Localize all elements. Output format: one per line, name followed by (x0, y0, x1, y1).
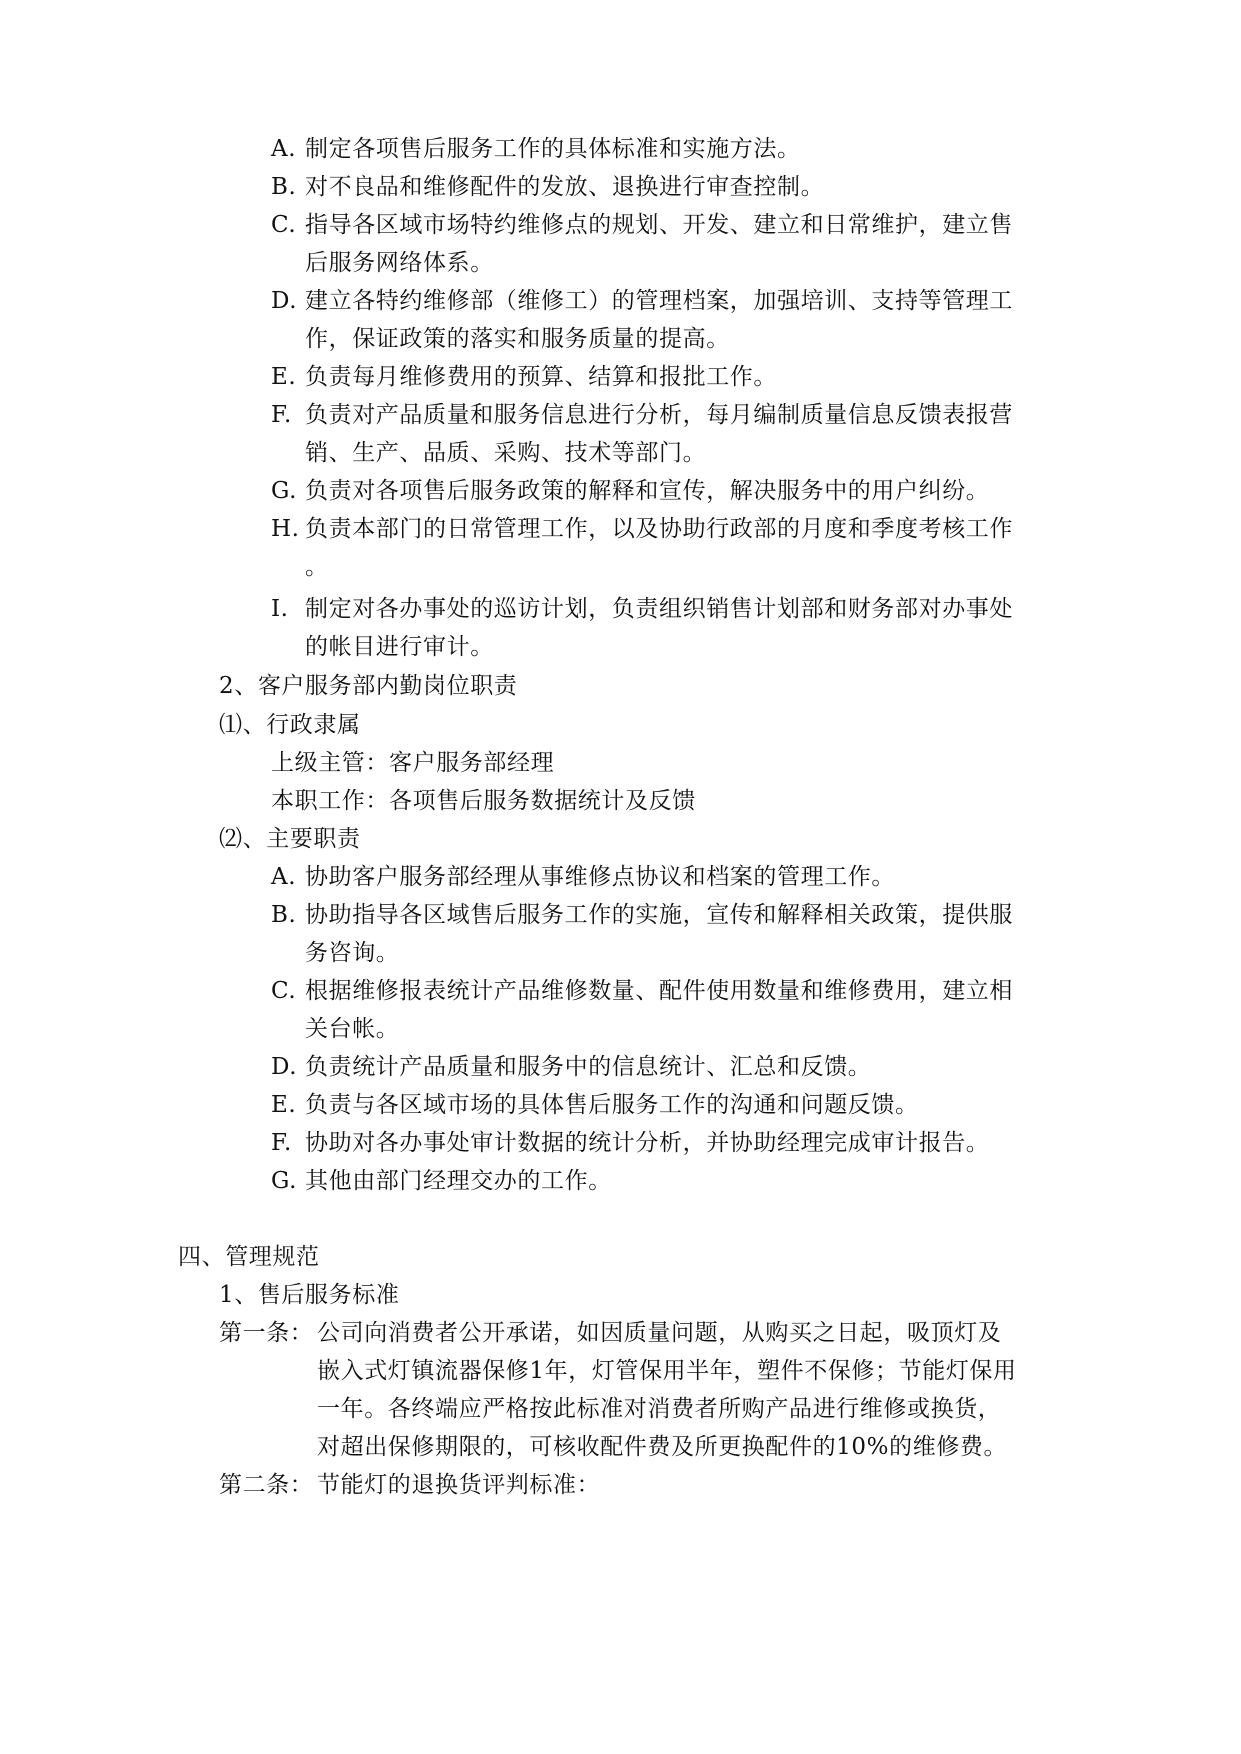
item-marker: E. (271, 364, 297, 390)
item-continuation: 务咨询。 (305, 940, 400, 966)
list-item (271, 134, 801, 164)
list-item (271, 286, 1013, 316)
item-marker: B. (271, 174, 297, 200)
item-text: 协助对各办事处审计数据的统计分析，并协助经理完成审计报告。 (305, 1130, 990, 1156)
item-marker: F. (271, 402, 292, 428)
list-item (271, 1128, 989, 1158)
item-text: 负责统计产品质量和服务中的信息统计、汇总和反馈。 (305, 1054, 872, 1080)
item-marker: H. (271, 516, 300, 542)
item-text: 负责对各项售后服务政策的解释和宣传，解决服务中的用户纠纷。 (305, 478, 990, 504)
list-item (271, 900, 1013, 930)
item-continuation: 。 (305, 554, 329, 580)
item-marker: F. (271, 1130, 292, 1156)
item-marker: C. (271, 212, 297, 238)
item-text: 其他由部门经理交办的工作。 (305, 1168, 612, 1194)
item-marker: C. (271, 978, 297, 1004)
item-text: 根据维修报表统计产品维修数量、配件使用数量和维修费用，建立相 (305, 978, 1013, 1004)
item-text: 负责与各区域市场的具体售后服务工作的沟通和问题反馈。 (305, 1092, 919, 1118)
supervisor-line: 上级主管：客户服务部经理 (271, 750, 555, 776)
item-text: 对不良品和维修配件的发放、退换进行审查控制。 (305, 174, 825, 200)
clause-label: 第一条： (219, 1320, 314, 1346)
item-text: 指导各区域市场特约维修点的规划、开发、建立和日常维护，建立售 (305, 212, 1013, 238)
item-marker: D. (271, 1054, 298, 1080)
item-text: 负责每月维修费用的预算、结算和报批工作。 (305, 364, 777, 390)
clause-continuation: 对超出保修期限的，可核收配件费及所更换配件的10%的维修费。 (317, 1434, 1008, 1460)
list-item (271, 1090, 919, 1120)
item-marker: A. (271, 864, 297, 890)
item-marker: B. (271, 902, 297, 928)
list-item (271, 514, 1013, 544)
list-item (271, 976, 1013, 1006)
item-continuation: 的帐目进行审计。 (305, 634, 494, 660)
item-marker: A. (271, 136, 297, 162)
duty-line: 本职工作：各项售后服务数据统计及反馈 (271, 788, 696, 814)
clause-item (219, 1470, 600, 1500)
clause-label: 第二条： (219, 1472, 314, 1498)
item-marker: I. (271, 596, 289, 622)
subsection-heading: 1、售后服务标准 (219, 1282, 400, 1308)
item-marker: E. (271, 1092, 297, 1118)
item-text: 协助客户服务部经理从事维修点协议和档案的管理工作。 (305, 864, 895, 890)
list-item (271, 594, 1013, 624)
item-text: 制定对各办事处的巡访计划，负责组织销售计划部和财务部对办事处 (305, 596, 1013, 622)
item-marker: D. (271, 288, 298, 314)
list-item (271, 210, 1013, 240)
item-text: 建立各特约维修部（维修工）的管理档案，加强培训、支持等管理工 (305, 288, 1013, 314)
item-continuation: 销、生产、品质、采购、技术等部门。 (305, 440, 707, 466)
item-marker: G. (271, 1168, 298, 1194)
clause-text: 公司向消费者公开承诺，如因质量问题，从购买之日起，吸顶灯及 (317, 1320, 1002, 1346)
list-item (271, 172, 824, 202)
list-item (271, 476, 989, 506)
clause-text: 节能灯的退换货评判标准： (317, 1472, 601, 1498)
list-item (271, 400, 1013, 430)
item-continuation: 关台帐。 (305, 1016, 400, 1042)
clause-continuation: 一年。各终端应严格按此标准对消费者所购产品进行维修或换货， (317, 1396, 1002, 1422)
item-text: 负责本部门的日常管理工作，以及协助行政部的月度和季度考核工作 (305, 516, 1013, 542)
list-item (271, 862, 895, 892)
list-item (271, 1052, 871, 1082)
subsection-heading: ⑴、行政隶属 (219, 712, 361, 738)
clause-continuation: 嵌入式灯镇流器保修1年，灯管保用半年，塑件不保修；节能灯保用 (317, 1358, 1017, 1384)
item-text: 制定各项售后服务工作的具体标准和实施方法。 (305, 136, 801, 162)
section-heading: 四、管理规范 (178, 1244, 320, 1270)
list-item (271, 362, 777, 392)
subsection-heading: ⑵、主要职责 (219, 826, 361, 852)
list-item (271, 1166, 612, 1196)
item-text: 负责对产品质量和服务信息进行分析，每月编制质量信息反馈表报营 (305, 402, 1013, 428)
item-continuation: 作，保证政策的落实和服务质量的提高。 (305, 326, 730, 352)
item-continuation: 后服务网络体系。 (305, 250, 494, 276)
item-marker: G. (271, 478, 298, 504)
clause-item (219, 1318, 1001, 1348)
section-heading: 2、客户服务部内勤岗位职责 (219, 673, 518, 699)
item-text: 协助指导各区域售后服务工作的实施，宣传和解释相关政策，提供服 (305, 902, 1013, 928)
